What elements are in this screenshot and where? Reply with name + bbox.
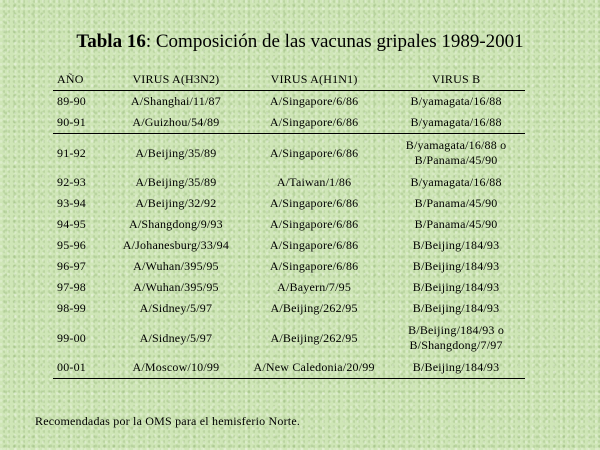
cell-virus-a-h1n1: A/Singapore/6/86 <box>269 94 359 108</box>
cell-virus-a-h1n1: A/Singapore/6/86 <box>269 217 359 231</box>
cell-virus-a-h1n1: A/Taiwan/1/86 <box>276 175 352 189</box>
table-row <box>53 319 525 357</box>
cell-virus-b: B/Beijing/184/93 <box>412 280 500 294</box>
cell-virus-a-h3n2: A/Wuhan/395/95 <box>133 259 219 273</box>
cell-year: 92-93 <box>57 175 86 189</box>
cell-virus-b: B/yamagata/16/88 <box>410 94 502 108</box>
table-row <box>53 91 525 113</box>
cell-virus-b: B/yamagata/16/88 o B/Panama/45/90 <box>405 138 507 167</box>
table-row <box>53 256 525 277</box>
table-header <box>53 69 525 91</box>
cell-year: 97-98 <box>57 280 86 294</box>
cell-virus-a-h3n2: A/Beijing/32/92 <box>135 196 217 210</box>
table-row <box>53 298 525 319</box>
cell-virus-a-h3n2: A/Sidney/5/97 <box>139 301 213 315</box>
table-caption: : Composición de las vacunas gripales 1989-2001 <box>145 31 524 52</box>
cell-year: 00-01 <box>53 357 111 379</box>
header-year: AÑO <box>53 69 111 91</box>
cell-virus-a-h3n2: A/Sidney/5/97 <box>139 330 213 345</box>
cell-virus-a-h1n1: A/Beijing/262/95 <box>270 330 358 345</box>
header-virus-b: VIRUS B <box>387 69 525 91</box>
cell-year: 93-94 <box>57 196 86 210</box>
cell-virus-b: B/Panama/45/90 <box>414 196 498 210</box>
footnote: Recomendadas por la OMS para el hemisferio Norte. <box>35 414 301 428</box>
cell-virus-a-h3n2: A/Beijing/35/89 <box>135 145 217 160</box>
cell-virus-a-h3n2: A/Guizhou/54/89 <box>111 112 241 134</box>
cell-virus-b: B/Beijing/184/93 <box>412 238 500 252</box>
cell-virus-b: B/Beijing/184/93 <box>412 259 500 273</box>
cell-year: 95-96 <box>57 238 86 252</box>
cell-virus-a-h3n2: A/Shanghai/11/87 <box>130 94 221 108</box>
cell-year: 91-92 <box>57 145 86 160</box>
cell-virus-a-h1n1: A/Singapore/6/86 <box>269 196 359 210</box>
cell-virus-a-h3n2: A/Wuhan/395/95 <box>133 280 219 294</box>
header-virus-a-h3n2: VIRUS A(H3N2) <box>111 69 241 91</box>
cell-virus-b: B/Beijing/184/93 o B/Shangdong/7/97 <box>408 323 505 352</box>
table-row <box>53 214 525 235</box>
cell-virus-a-h1n1: A/Singapore/6/86 <box>269 259 359 273</box>
table-row <box>53 112 525 134</box>
cell-virus-a-h1n1: A/Singapore/6/86 <box>269 145 359 160</box>
table-row <box>53 357 525 379</box>
cell-virus-a-h1n1: A/Beijing/262/95 <box>270 301 358 315</box>
table-row <box>53 193 525 214</box>
header-virus-a-h1n1: VIRUS A(H1N1) <box>241 69 387 91</box>
cell-virus-a-h3n2: A/Moscow/10/99 <box>111 357 241 379</box>
cell-virus-b: B/Panama/45/90 <box>414 217 498 231</box>
cell-virus-b: B/Beijing/184/93 <box>387 357 525 379</box>
cell-virus-a-h1n1: A/New Caledonia/20/99 <box>241 357 387 379</box>
cell-virus-b: B/yamagata/16/88 <box>387 112 525 134</box>
cell-virus-b: B/Beijing/184/93 <box>412 301 500 315</box>
cell-year: 89-90 <box>57 94 86 108</box>
cell-virus-a-h1n1: A/Singapore/6/86 <box>269 238 359 252</box>
table-body <box>53 91 525 379</box>
cell-year: 90-91 <box>53 112 111 134</box>
cell-virus-a-h3n2: A/Beijing/35/89 <box>135 175 217 189</box>
table-row <box>53 235 525 256</box>
cell-virus-b: B/yamagata/16/88 <box>410 175 502 189</box>
cell-year: 99-00 <box>57 330 86 345</box>
cell-virus-a-h1n1: A/Bayern/7/95 <box>277 280 352 294</box>
table-row <box>53 277 525 298</box>
table-number: Tabla 16 <box>76 31 146 52</box>
header-row <box>53 69 525 91</box>
cell-virus-a-h3n2: A/Shangdong/9/93 <box>128 217 223 231</box>
cell-year: 98-99 <box>57 301 86 315</box>
vaccine-composition-table <box>53 69 525 379</box>
table-title <box>0 30 600 54</box>
table-row <box>53 134 525 173</box>
cell-year: 94-95 <box>57 217 86 231</box>
cell-virus-a-h1n1: A/Singapore/6/86 <box>241 112 387 134</box>
table-row <box>53 172 525 193</box>
cell-year: 96-97 <box>57 259 86 273</box>
cell-virus-a-h3n2: A/Johanesburg/33/94 <box>122 238 230 252</box>
